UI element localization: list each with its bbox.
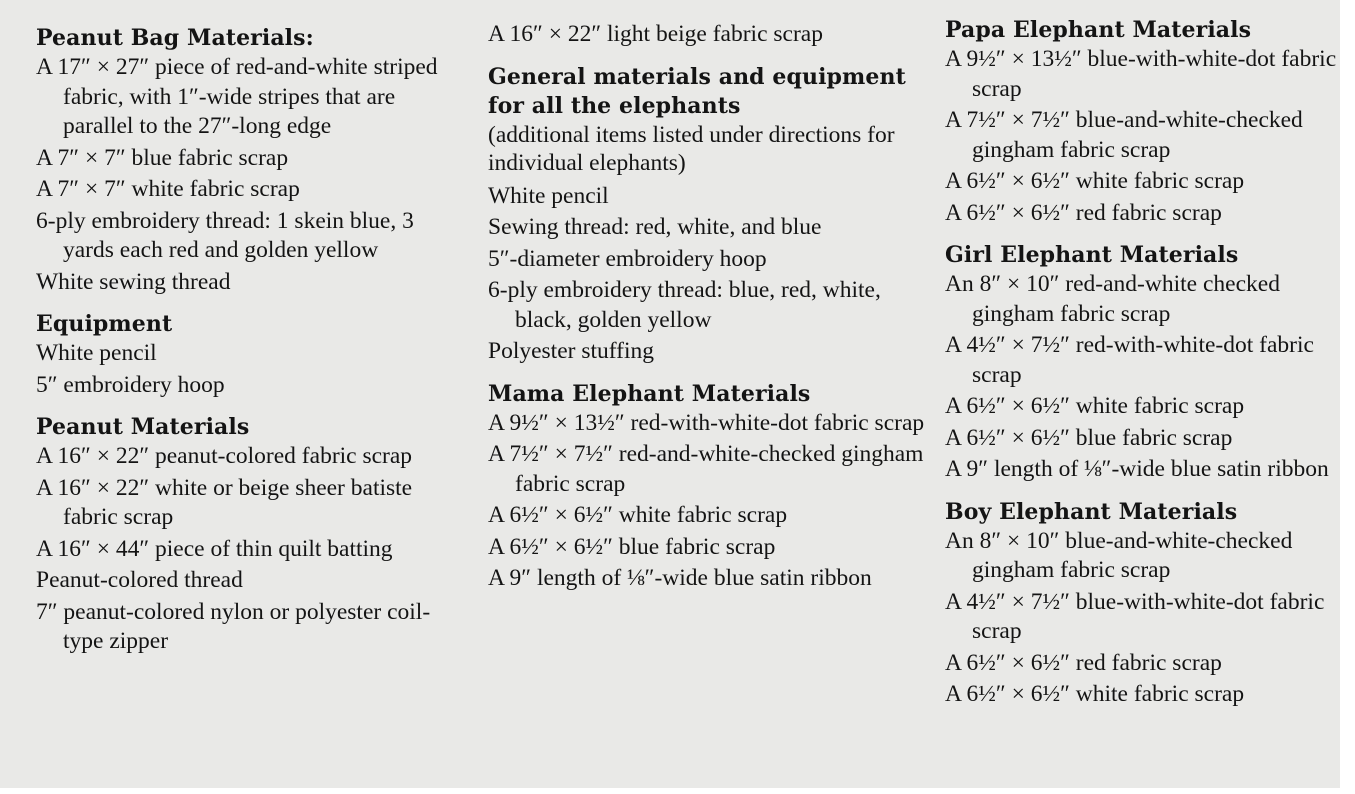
list-item: A 16″ × 22″ light beige fabric scrap — [488, 21, 823, 47]
section-heading: Equipment — [36, 311, 173, 337]
materials-list — [488, 182, 928, 367]
column-left — [36, 24, 456, 670]
materials-list — [945, 270, 1355, 485]
list-item: 5″ embroidery hoop — [36, 371, 225, 398]
list-item: A 17″ × 27″ piece of red-and-white striped fabric, with 1″-wide stripes that are parallel to the 27″-long edge — [36, 54, 438, 139]
section-heading: Girl Elephant Materials — [945, 242, 1239, 268]
list-item: White pencil — [488, 182, 609, 209]
list-item: A 6½″ × 6½″ red fabric scrap — [945, 199, 1222, 226]
list-item: Polyester stuffing — [488, 338, 655, 364]
peanut-bag-section — [36, 24, 456, 297]
girl-elephant-section — [945, 241, 1355, 485]
list-item: A 6½″ × 6½″ blue fabric scrap — [945, 424, 1233, 451]
list-item: A 7″ × 7″ white fabric scrap — [36, 176, 300, 202]
papa-elephant-section — [945, 16, 1355, 228]
materials-list — [36, 53, 456, 297]
equipment-section — [36, 310, 456, 400]
list-item: 5″-diameter embroidery hoop — [488, 245, 767, 272]
list-item: Sewing thread: red, white, and blue — [488, 214, 822, 240]
list-item: An 8″ × 10″ blue-and-white-checked gingham fabric scrap — [945, 527, 1293, 583]
list-item: A 4½″ × 7½″ red-with-white-dot fabric scrap — [945, 332, 1314, 388]
section-heading: Boy Elephant Materials — [945, 498, 1238, 525]
materials-list — [488, 20, 928, 50]
list-item: A 6½″ × 6½″ white fabric scrap — [945, 681, 1245, 707]
materials-list — [488, 409, 928, 594]
list-item: White sewing thread — [36, 268, 231, 295]
boy-elephant-section — [945, 498, 1355, 710]
list-item: 7″ peanut-colored nylon or polyester coil-type zipper — [36, 598, 431, 654]
list-item: A 6½″ × 6½″ red fabric scrap — [945, 649, 1222, 676]
list-item: A 6½″ × 6½″ blue fabric scrap — [488, 533, 776, 560]
section-heading: Peanut Bag Materials: — [36, 25, 314, 51]
list-item: A 9″ length of ⅛″-wide blue satin ribbon — [488, 565, 872, 591]
column-middle — [488, 20, 928, 607]
section-note: (additional items listed under directions for individual elephants) — [488, 121, 895, 176]
mama-elephant-section — [488, 380, 928, 594]
materials-list — [945, 45, 1355, 228]
column-right — [945, 16, 1355, 723]
list-item: A 7½″ × 7½″ red-and-white-checked gingham fabric scrap — [488, 441, 924, 497]
section-heading: Papa Elephant Materials — [945, 17, 1252, 43]
materials-list — [36, 442, 456, 657]
peanut-section — [36, 413, 456, 657]
section-heading: Peanut Materials — [36, 414, 250, 440]
list-item: A 6½″ × 6½″ white fabric scrap — [945, 168, 1245, 194]
list-item: A 4½″ × 7½″ blue-with-white-dot fabric scrap — [945, 588, 1325, 644]
list-item: A 7½″ × 7½″ blue-and-white-checked gingham fabric scrap — [945, 107, 1303, 163]
list-item: Peanut-colored thread — [36, 567, 243, 593]
list-item: 6-ply embroidery thread: blue, red, white, black, golden yellow — [488, 277, 881, 333]
list-item: A 9½″ × 13½″ red-with-white-dot fabric scrap — [488, 409, 925, 436]
list-item: A 6½″ × 6½″ white fabric scrap — [945, 393, 1245, 419]
list-item: An 8″ × 10″ red-and-white checked gingham fabric scrap — [945, 271, 1280, 327]
list-item: A 7″ × 7″ blue fabric scrap — [36, 144, 289, 171]
general-section — [488, 63, 928, 367]
list-item: White pencil — [36, 340, 157, 366]
list-item: A 16″ × 44″ piece of thin quilt batting — [36, 535, 393, 562]
section-heading: General materials and equipment for all the elephants — [488, 63, 906, 119]
list-item: 6-ply embroidery thread: 1 skein blue, 3 yards each red and golden yellow — [36, 207, 414, 263]
list-item: A 9″ length of ⅛″-wide blue satin ribbon — [945, 456, 1329, 482]
list-item: A 9½″ × 13½″ blue-with-white-dot fabric scrap — [945, 46, 1337, 102]
materials-list — [945, 527, 1355, 710]
materials-list — [36, 339, 456, 400]
continued-section — [488, 20, 928, 50]
section-heading: Mama Elephant Materials — [488, 380, 811, 407]
list-item: A 16″ × 22″ white or beige sheer batiste fabric scrap — [36, 474, 413, 530]
list-item: A 16″ × 22″ peanut-colored fabric scrap — [36, 443, 413, 469]
list-item: A 6½″ × 6½″ white fabric scrap — [488, 502, 788, 528]
